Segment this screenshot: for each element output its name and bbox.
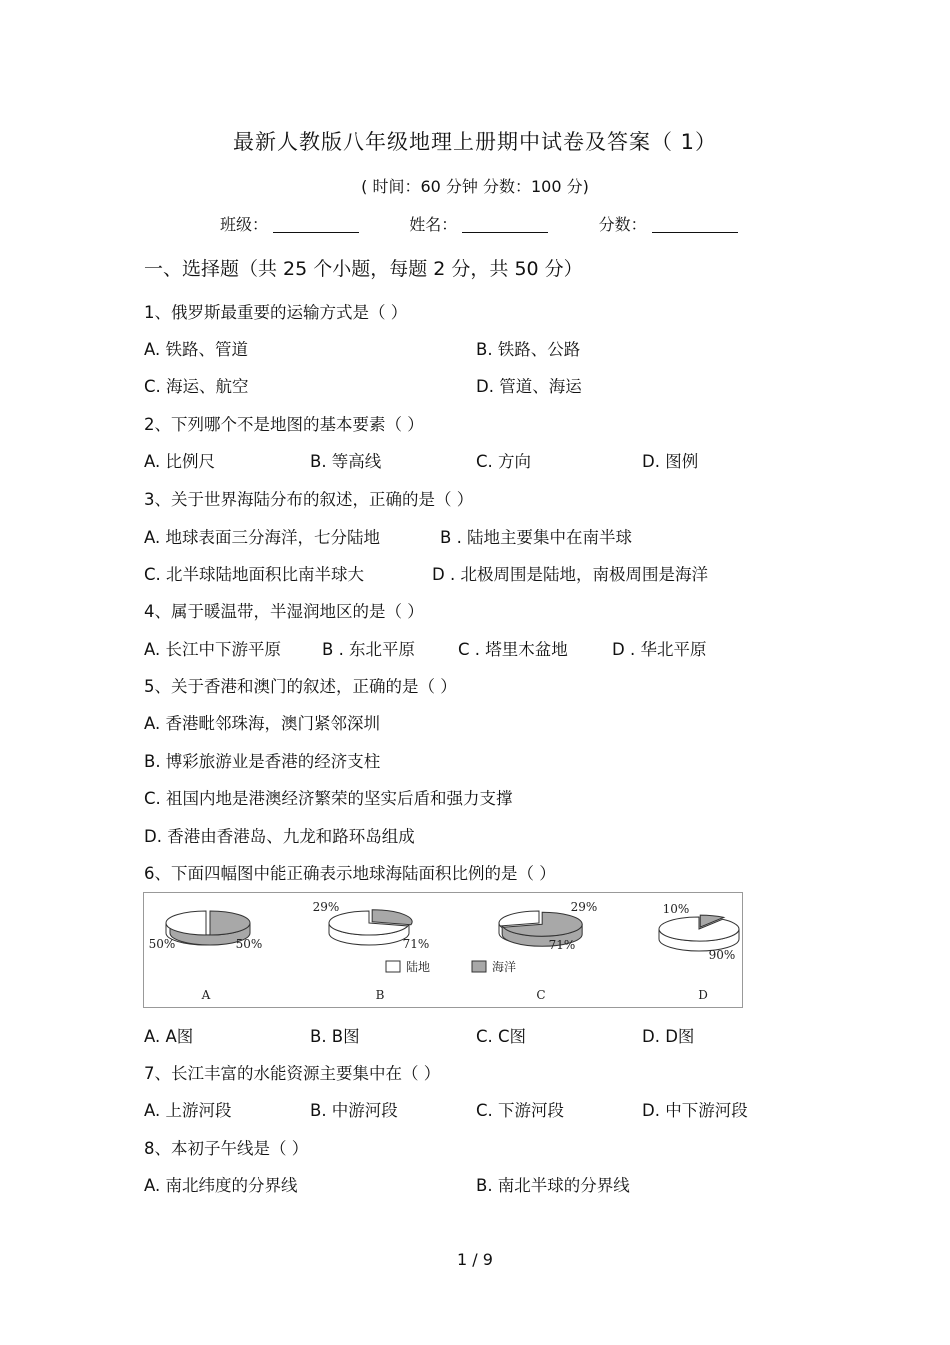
option: B. 中游河段: [310, 1101, 398, 1120]
page-title: 最新人教版八年级地理上册期中试卷及答案（ 1）: [232, 130, 718, 154]
question-stem: 1、俄罗斯最重要的运输方式是（ ）: [144, 303, 408, 322]
pie-letter: A: [201, 988, 211, 1002]
option: C. 祖国内地是港澳经济繁荣的坚实后盾和强力支撑: [144, 789, 513, 808]
option: A. 上游河段: [144, 1101, 232, 1120]
question-stem: 5、关于香港和澳门的叙述，正确的是（ ）: [144, 677, 457, 696]
pie-letter: C: [536, 988, 546, 1002]
legend-ocean-label: 海洋: [492, 960, 517, 974]
percent-label: 50%: [235, 937, 263, 951]
option: C. 下游河段: [476, 1101, 565, 1120]
pie-letter: D: [698, 988, 708, 1002]
percent-label: 29%: [312, 900, 340, 914]
option: A. 比例尺: [144, 452, 215, 471]
class-label: 班级：: [220, 215, 269, 234]
option: D. 中下游河段: [642, 1101, 748, 1120]
section-title: 一、选择题（共 25 个小题，每题 2 分，共 50 分）: [144, 258, 583, 280]
question-stem: 6、下面四幅图中能正确表示地球海陆面积比例的是（ ）: [144, 864, 556, 883]
class-blank[interactable]: [273, 216, 359, 233]
legend-land-label: 陆地: [406, 960, 431, 974]
option: B . 陆地主要集中在南半球: [440, 528, 633, 547]
exam-meta: ( 时间：60 分钟 分数：100 分): [361, 177, 589, 196]
option: D. 图例: [642, 452, 699, 471]
option: D . 北极周围是陆地，南极周围是海洋: [432, 565, 708, 584]
option: C. 海运、航空: [144, 377, 249, 396]
option: B. B图: [310, 1027, 360, 1046]
option: A. 南北纬度的分界线: [144, 1176, 298, 1195]
question-stem: 8、本初子午线是（ ）: [144, 1139, 309, 1158]
option: A. 香港毗邻珠海，澳门紧邻深圳: [144, 714, 380, 733]
percent-label: 10%: [662, 902, 690, 916]
pie-letter: B: [375, 988, 385, 1002]
option: C. 方向: [476, 452, 532, 471]
name-label: 姓名：: [409, 215, 458, 234]
option: A. 长江中下游平原: [144, 640, 281, 659]
option: B. 铁路、公路: [476, 340, 581, 359]
question-stem: 7、长江丰富的水能资源主要集中在（ ）: [144, 1064, 441, 1083]
percent-label: 50%: [148, 937, 176, 951]
score-label: 分数：: [598, 215, 647, 234]
page-number: 1 / 9: [457, 1250, 493, 1269]
legend-land-swatch: [386, 961, 400, 972]
option: B. 南北半球的分界线: [476, 1176, 630, 1195]
student-info-fields: [220, 212, 738, 235]
score-blank[interactable]: [652, 216, 738, 233]
option: D. 管道、海运: [476, 377, 582, 396]
name-blank[interactable]: [462, 216, 548, 233]
option: A. 铁路、管道: [144, 340, 248, 359]
land-slice: [499, 911, 539, 926]
land-slice: [659, 917, 739, 941]
option: D. D图: [642, 1027, 695, 1046]
option: C . 塔里木盆地: [458, 640, 568, 659]
percent-label: 71%: [548, 938, 576, 952]
percent-label: 90%: [708, 948, 736, 962]
option: D . 华北平原: [612, 640, 707, 659]
question-stem: 2、下列哪个不是地图的基本要素（ ）: [144, 415, 424, 434]
percent-label: 71%: [402, 937, 430, 951]
option: C. C图: [476, 1027, 527, 1046]
question-stem: 3、关于世界海陆分布的叙述，正确的是（ ）: [144, 490, 474, 509]
legend-ocean-swatch: [472, 961, 486, 972]
option: B . 东北平原: [322, 640, 416, 659]
pie-figure-svg: [144, 893, 742, 1007]
option: A. 地球表面三分海洋，七分陆地: [144, 528, 380, 547]
percent-label: 29%: [570, 900, 598, 914]
option: C. 北半球陆地面积比南半球大: [144, 565, 365, 584]
question-stem: 4、属于暖温带，半湿润地区的是（ ）: [144, 602, 424, 621]
pie-figure: [143, 892, 743, 1008]
option: A. A图: [144, 1027, 194, 1046]
option: B. 等高线: [310, 452, 382, 471]
ocean-slice: [372, 910, 412, 925]
option: B. 博彩旅游业是香港的经济支柱: [144, 752, 381, 771]
option: D. 香港由香港岛、九龙和路环岛组成: [144, 827, 415, 846]
